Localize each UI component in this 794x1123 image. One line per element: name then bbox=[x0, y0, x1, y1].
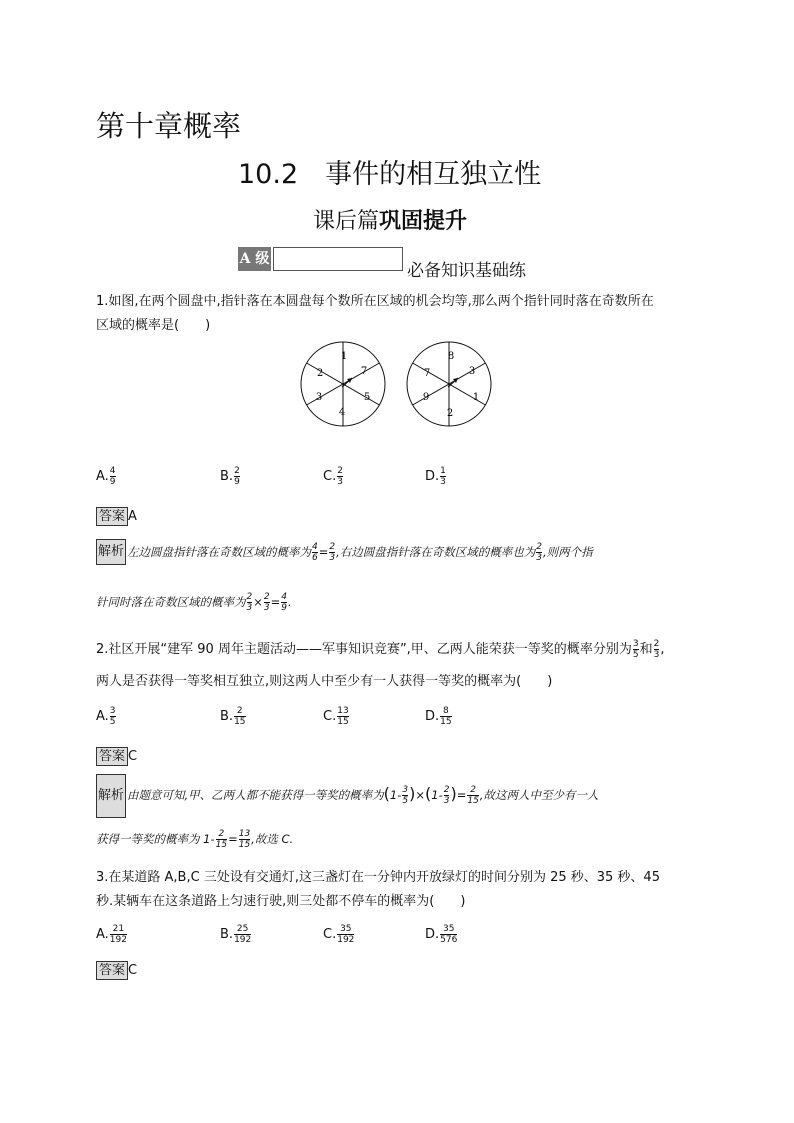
explain-tag: 解析 bbox=[96, 774, 126, 818]
level-divider-box bbox=[273, 247, 403, 271]
q1-explanation-line2: 针同时落在奇数区域的概率为 $\frac{2}{3}$ × $\frac{2}{3}$ = $\frac{4}{9}$ . bbox=[96, 592, 292, 613]
option-label: B. bbox=[220, 927, 234, 942]
explain-tag: 解析 bbox=[96, 539, 126, 565]
right-disk-number: 9 bbox=[422, 392, 430, 403]
option-fraction: $\frac{2}{3}$ bbox=[337, 466, 343, 487]
q1-line2: 区域的概率是( ) bbox=[96, 318, 211, 333]
section-title: 10.2 事件的相互独立性 bbox=[238, 159, 542, 190]
answer-value: C bbox=[128, 963, 138, 978]
answer-tag: 答案 bbox=[96, 961, 128, 980]
option-label: D. bbox=[425, 469, 440, 484]
right-disk-number: 2 bbox=[446, 408, 454, 419]
q2-option-c[interactable] bbox=[323, 706, 350, 727]
subtitle-bold: 巩固提升 bbox=[379, 209, 468, 234]
q1-option-a[interactable] bbox=[96, 466, 117, 487]
left-disk-number: 4 bbox=[338, 407, 346, 418]
right-disk-number: 3 bbox=[468, 366, 476, 377]
q3-option-b[interactable] bbox=[220, 924, 252, 945]
level-heading: 必备知识基础练 bbox=[407, 261, 526, 281]
option-fraction: $\frac{21}{192}$ bbox=[109, 924, 127, 945]
q1-answer bbox=[96, 507, 137, 526]
option-fraction: $\frac{2}{9}$ bbox=[234, 466, 240, 487]
q2-explanation-line2: 获得一等奖的概率为 1- $\frac{2}{15}$ = $\frac{13}{15}$ ,故选 C. bbox=[96, 829, 294, 850]
left-disk-number: 1 bbox=[340, 351, 348, 362]
question-3 bbox=[96, 866, 696, 914]
option-label: A. bbox=[96, 469, 109, 484]
left-spinner bbox=[301, 342, 385, 426]
q3-option-d[interactable] bbox=[425, 924, 458, 945]
q2-explanation-line1: 由题意可知,甲、乙两人都不能获得一等奖的概率为(1- $\frac{3}{5}$ )×(1- $\frac{2}{3}$ )= $\frac{2}{15}$ ,故这两人中至少有一人 bbox=[127, 784, 599, 806]
right-disk-number: 8 bbox=[447, 351, 455, 362]
subtitle bbox=[313, 204, 467, 235]
option-label: C. bbox=[323, 469, 337, 484]
q1-line1: 1.如图,在两个圆盘中,指针落在本圆盘每个数所在区域的机会均等,那么两个指针同时落在奇数所在 bbox=[96, 294, 654, 309]
option-label: D. bbox=[425, 927, 440, 942]
q2-option-b[interactable] bbox=[220, 706, 247, 727]
option-fraction: $\frac{35}{192}$ bbox=[337, 924, 355, 945]
option-fraction: $\frac{25}{192}$ bbox=[234, 924, 252, 945]
answer-value: C bbox=[128, 749, 138, 764]
option-label: D. bbox=[425, 709, 440, 724]
spinner-figure bbox=[298, 340, 504, 428]
option-label: A. bbox=[96, 927, 109, 942]
option-label: A. bbox=[96, 709, 109, 724]
option-fraction: $\frac{2}{15}$ bbox=[234, 706, 246, 727]
answer-tag: 答案 bbox=[96, 507, 128, 526]
answer-tag: 答案 bbox=[96, 747, 128, 766]
q3-line1: 3.在某道路 A,B,C 三处设有交通灯,这三盏灯在一分钟内开放绿灯的时间分别为 25 秒、35 秒、45 bbox=[96, 870, 660, 885]
q2-answer bbox=[96, 747, 137, 766]
q2-line1: 2.社区开展“建军 90 周年主题活动——军事知识竞赛”,甲、乙两人能荣获一等奖的概率分别为 $\frac{3}{5}$ 和 $\frac{2}{3}$ , bbox=[96, 639, 665, 660]
question-1 bbox=[96, 290, 696, 338]
q2-option-a[interactable] bbox=[96, 706, 117, 727]
option-fraction: $\frac{13}{15}$ bbox=[337, 706, 349, 727]
option-label: B. bbox=[220, 709, 234, 724]
chapter-title: 第十章概率 bbox=[96, 109, 242, 143]
option-fraction: $\frac{1}{3}$ bbox=[440, 466, 446, 487]
q2-line2: 两人是否获得一等奖相互独立,则这两人中至少有一人获得一等奖的概率为( ) bbox=[96, 674, 553, 689]
q1-option-c[interactable] bbox=[323, 466, 344, 487]
option-label: C. bbox=[323, 709, 337, 724]
right-disk-number: 7 bbox=[423, 368, 431, 379]
option-fraction: $\frac{3}{5}$ bbox=[109, 706, 116, 727]
option-fraction: $\frac{8}{15}$ bbox=[440, 706, 452, 727]
subtitle-normal: 课后篇 bbox=[313, 209, 380, 234]
question-2 bbox=[96, 638, 696, 694]
q1-option-b[interactable] bbox=[220, 466, 241, 487]
q3-option-c[interactable] bbox=[323, 924, 355, 945]
option-label: B. bbox=[220, 469, 234, 484]
left-disk-number: 7 bbox=[360, 366, 368, 377]
q1-explanation-line1: 左边圆盘指针落在奇数区域的概率为 $\frac{4}{6}$ = $\frac{2}{3}$ ,右边圆盘指针落在奇数区域的概率也为 $\frac{2}{3}$ ,则两个指 bbox=[127, 542, 593, 563]
q1-option-d[interactable] bbox=[425, 466, 447, 487]
option-label: C. bbox=[323, 927, 337, 942]
left-disk-number: 3 bbox=[315, 392, 323, 403]
q2-option-d[interactable] bbox=[425, 706, 453, 727]
right-disk-number: 1 bbox=[472, 392, 480, 403]
right-spinner bbox=[407, 342, 491, 426]
option-fraction: $\frac{4}{9}$ bbox=[109, 466, 116, 487]
q3-option-a[interactable] bbox=[96, 924, 128, 945]
answer-value: A bbox=[128, 509, 137, 524]
level-badge: A 级 bbox=[238, 247, 271, 271]
q3-answer bbox=[96, 961, 137, 980]
q3-line2: 秒.某辆车在这条道路上匀速行驶,则三处都不停车的概率为( ) bbox=[96, 894, 466, 909]
left-disk-number: 2 bbox=[316, 368, 324, 379]
option-fraction: $\frac{35}{576}$ bbox=[440, 924, 458, 945]
left-disk-number: 5 bbox=[363, 392, 371, 403]
